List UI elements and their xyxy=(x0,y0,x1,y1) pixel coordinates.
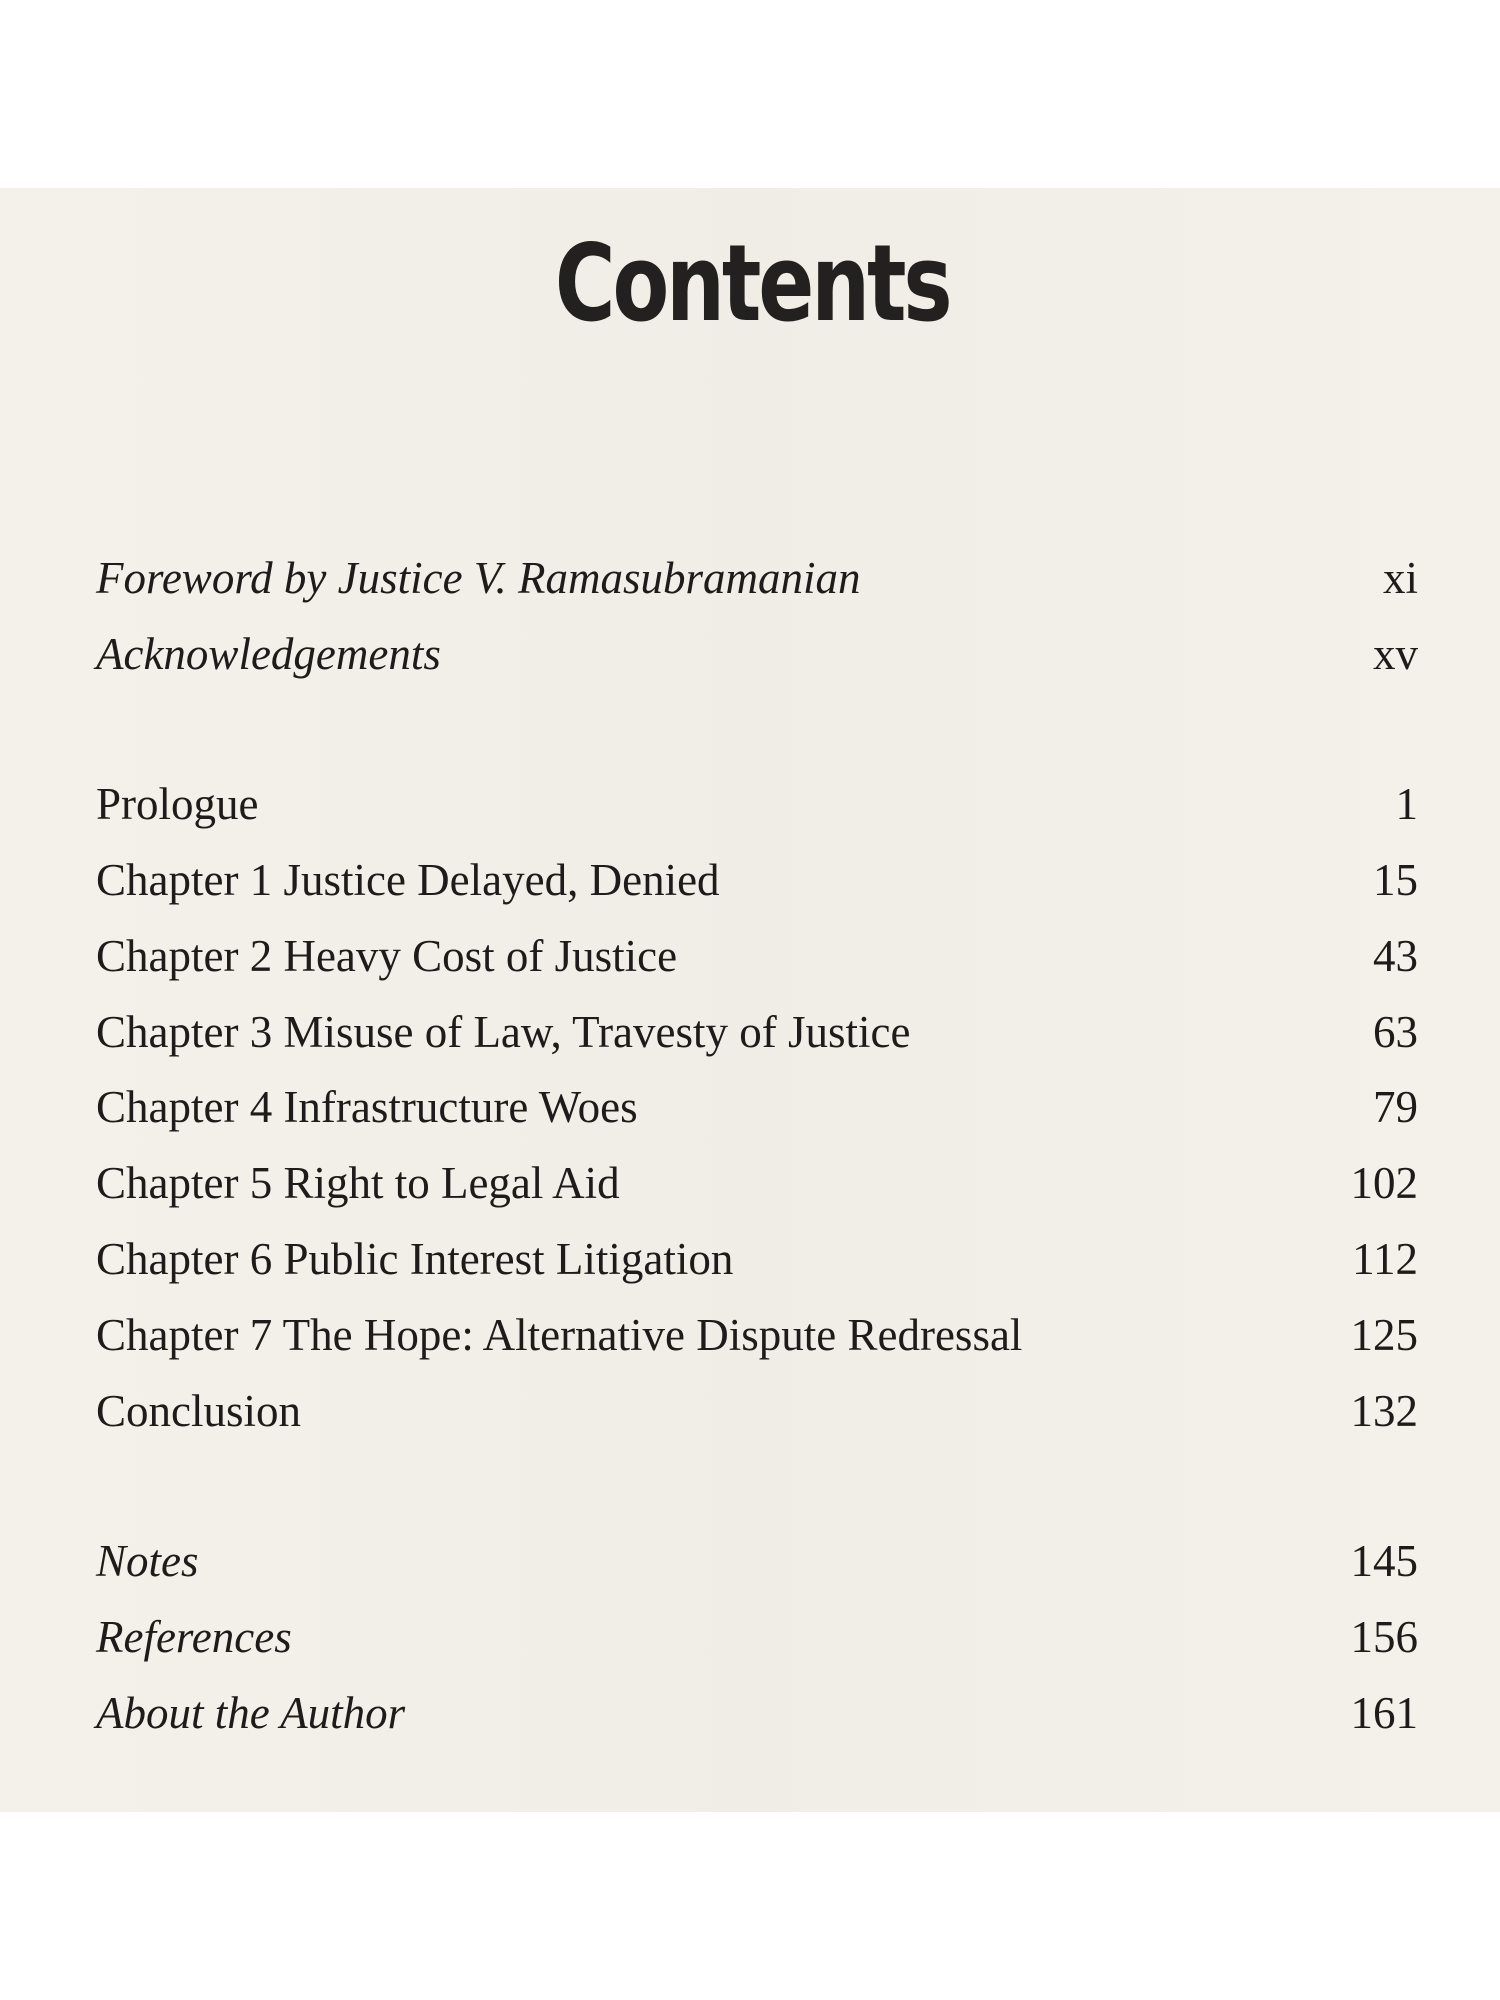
toc-entry-page: 125 xyxy=(1350,1310,1418,1360)
toc-entry-page: 145 xyxy=(1350,1536,1418,1586)
toc-entry-label: Chapter 5 Right to Legal Aid xyxy=(96,1158,620,1208)
toc-entry-foreword xyxy=(96,540,1418,616)
toc-entry-page: xv xyxy=(1373,629,1418,679)
toc-entry-page: 161 xyxy=(1350,1688,1418,1738)
toc-entry-prologue xyxy=(96,766,1418,842)
page-title: Contents xyxy=(554,222,950,345)
toc-entry-about-the-author xyxy=(96,1675,1418,1751)
toc-entry-label: Acknowledgements xyxy=(96,629,441,679)
toc-entry-label: Chapter 7 The Hope: Alternative Dispute Redressal xyxy=(96,1310,1023,1360)
toc-entry-label: Chapter 6 Public Interest Litigation xyxy=(96,1234,734,1284)
toc-entry-chapter-4 xyxy=(96,1069,1418,1145)
toc-entry-chapter-2 xyxy=(96,918,1418,994)
toc-entry-label: Foreword by Justice V. Ramasubramanian xyxy=(96,553,861,603)
toc-entry-chapter-6 xyxy=(96,1221,1418,1297)
toc-entry-notes xyxy=(96,1523,1418,1599)
toc-entry-page: 112 xyxy=(1352,1234,1418,1284)
toc-entry-page: 15 xyxy=(1373,855,1418,905)
toc-entry-label: Chapter 1 Justice Delayed, Denied xyxy=(96,855,720,905)
toc-entry-label: About the Author xyxy=(96,1688,406,1738)
toc-entry-label: References xyxy=(96,1612,292,1662)
toc-entry-page: 79 xyxy=(1373,1082,1418,1132)
toc-entry-page: xi xyxy=(1382,553,1418,603)
toc-entry-label: Notes xyxy=(96,1536,199,1586)
toc-entry-page: 156 xyxy=(1350,1612,1418,1662)
toc-entry-acknowledgements xyxy=(96,616,1418,692)
toc-entry-label: Chapter 4 Infrastructure Woes xyxy=(96,1082,638,1132)
toc-entry-page: 63 xyxy=(1373,1007,1418,1057)
toc-entry-chapter-3 xyxy=(96,994,1418,1070)
toc-entry-label: Chapter 3 Misuse of Law, Travesty of Justice xyxy=(96,1007,911,1057)
book-page xyxy=(0,188,1500,1812)
toc-entry-page: 132 xyxy=(1350,1386,1418,1436)
toc-entry-conclusion xyxy=(96,1373,1418,1449)
toc-entry-page: 102 xyxy=(1350,1158,1418,1208)
toc-entry-references xyxy=(96,1599,1418,1675)
toc-entry-label: Conclusion xyxy=(96,1386,302,1436)
toc-entry-chapter-7 xyxy=(96,1297,1418,1373)
toc-entry-label: Prologue xyxy=(96,779,259,829)
toc-entry-label: Chapter 2 Heavy Cost of Justice xyxy=(96,931,678,981)
toc-entry-chapter-5 xyxy=(96,1145,1418,1221)
toc-entry-chapter-1 xyxy=(96,842,1418,918)
toc-entry-page: 43 xyxy=(1373,931,1418,981)
toc-entry-page: 1 xyxy=(1395,779,1418,829)
